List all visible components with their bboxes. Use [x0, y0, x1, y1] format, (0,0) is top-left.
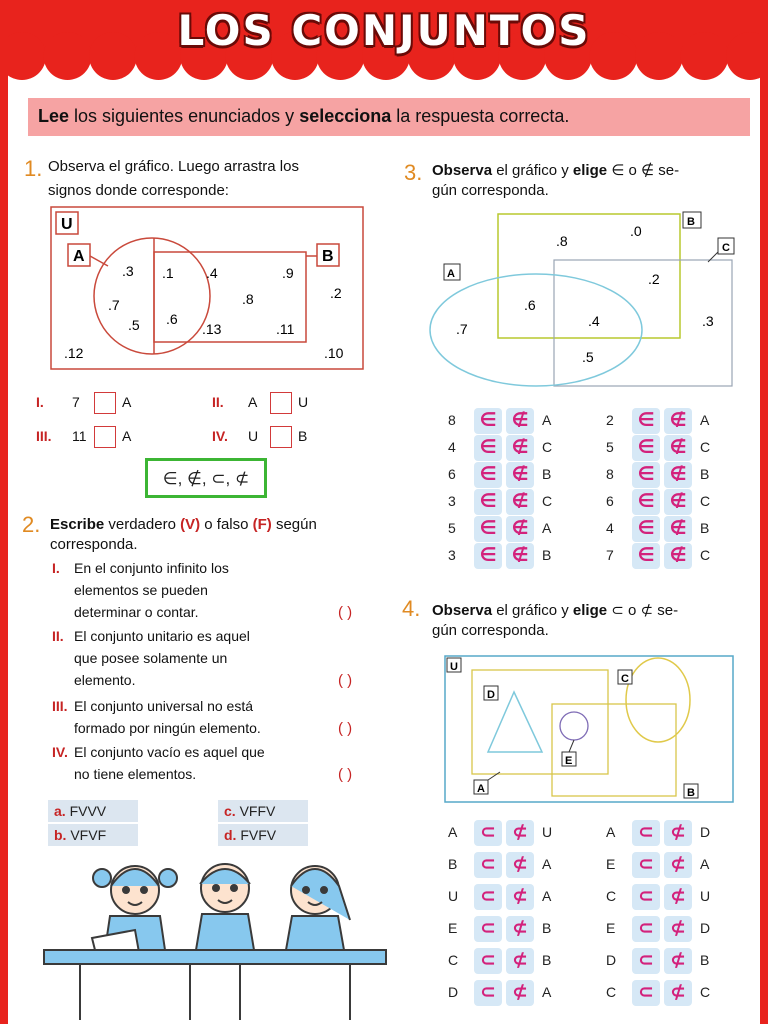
q3-venn-element: .6 — [524, 297, 536, 313]
frame-right — [760, 0, 768, 1024]
q1-number: 1. — [24, 156, 43, 181]
q4-row-set: A — [542, 984, 552, 1000]
q4-option-right[interactable]: ⊄ — [506, 916, 534, 942]
q1-venn-element: .4 — [206, 265, 218, 281]
q3-row-set: A — [700, 412, 710, 428]
q1-item-roman: I. — [36, 394, 44, 410]
q3-venn-element: .3 — [702, 313, 714, 329]
q3-option-left[interactable]: ∈ — [632, 543, 660, 569]
q4-option-left[interactable]: ⊂ — [632, 980, 660, 1006]
q4-row-set: C — [700, 984, 711, 1000]
q4-venn-e: E — [565, 755, 573, 767]
q3-venn-c: C — [722, 242, 730, 254]
q4-option-left[interactable]: ⊂ — [632, 916, 660, 942]
q1-venn-element: .8 — [242, 291, 254, 307]
symbol-options: ∈, ∉, ⊂, ⊄ — [162, 469, 250, 488]
q3-option-right[interactable]: ∉ — [506, 408, 534, 434]
q1-venn-element: .7 — [108, 297, 120, 313]
q3-option-left[interactable]: ∈ — [632, 435, 660, 461]
q3-option-left[interactable]: ∈ — [632, 516, 660, 542]
q3-row-set: A — [542, 412, 552, 428]
instruction-banner — [28, 98, 750, 136]
q2-answer-paren[interactable]: ( ) — [338, 766, 353, 783]
q1-venn-element: .5 — [128, 317, 140, 333]
q2-option[interactable]: d. FVFV — [218, 824, 308, 846]
q3-option-right[interactable]: ∉ — [664, 408, 692, 434]
q3-option-left[interactable]: ∈ — [474, 462, 502, 488]
q3-row-element: 5 — [448, 520, 456, 536]
q4-row-element: D — [606, 952, 617, 968]
q1-item-left: U — [248, 428, 259, 444]
q4-row-element: E — [606, 856, 616, 872]
q3-row — [448, 435, 588, 459]
q3-row-element: 2 — [606, 412, 614, 428]
q4-option-left[interactable]: ⊂ — [474, 820, 502, 846]
q4-option-left[interactable]: ⊂ — [632, 820, 660, 846]
q4-row — [606, 916, 746, 940]
q2-statement-roman: IV. — [52, 744, 68, 760]
q3-row-set: A — [542, 520, 552, 536]
q4-option-right[interactable]: ⊄ — [664, 852, 692, 878]
q3-option-right[interactable]: ∉ — [506, 543, 534, 569]
q2-statement-line: El conjunto unitario es aquel — [74, 628, 250, 644]
q2-statement-roman: I. — [52, 560, 60, 576]
q3-number: 3. — [404, 160, 423, 185]
q1-venn-element: .6 — [166, 311, 178, 327]
q4-venn-u: U — [450, 661, 458, 673]
q4-row — [606, 820, 746, 844]
q4-row-set: U — [700, 888, 711, 904]
q4-option-right[interactable]: ⊄ — [664, 884, 692, 910]
q3-row — [606, 489, 746, 513]
q3-option-left[interactable]: ∈ — [474, 489, 502, 515]
q4-row — [448, 948, 588, 972]
q3-row — [606, 408, 746, 432]
q2-statement-line: que posee solamente un — [74, 650, 228, 666]
q3-row-set: C — [700, 439, 711, 455]
q3-row — [606, 543, 746, 567]
q4-row-set: A — [542, 888, 552, 904]
q1-venn-element: .3 — [122, 263, 134, 279]
q3-option-left[interactable]: ∈ — [474, 516, 502, 542]
q4-row-set: D — [700, 920, 711, 936]
q4-option-left[interactable]: ⊂ — [474, 980, 502, 1006]
q4-row-set: B — [700, 952, 710, 968]
q4-row — [606, 948, 746, 972]
q3-option-left[interactable]: ∈ — [632, 408, 660, 434]
q4-row-set: B — [542, 920, 552, 936]
q4-option-right[interactable]: ⊄ — [506, 980, 534, 1006]
q3-option-right[interactable]: ∉ — [506, 435, 534, 461]
q3-row-set: B — [700, 520, 710, 536]
q3-option-left[interactable]: ∈ — [474, 543, 502, 569]
q1-item-right: A — [122, 428, 132, 444]
q3-row-set: B — [542, 466, 552, 482]
q1-venn-element: .2 — [330, 285, 342, 301]
q4-option-right[interactable]: ⊄ — [664, 820, 692, 846]
q4-row — [448, 852, 588, 876]
q3-row-element: 7 — [606, 547, 614, 563]
q3-venn-a: A — [447, 268, 455, 280]
q3-row-set: C — [700, 493, 711, 509]
children-reading-illustration — [40, 850, 390, 1024]
q4-row-element: C — [606, 888, 617, 904]
q2-statement-line: no tiene elementos. — [74, 766, 197, 782]
q1-line2: signos donde corresponde: — [48, 182, 229, 199]
q4-row — [448, 916, 588, 940]
q2-line2: corresponda. — [50, 536, 138, 553]
q1-venn-diagram — [50, 206, 366, 372]
q4-row-set: A — [542, 856, 552, 872]
q2-statement-line: determinar o contar. — [74, 604, 199, 620]
q4-row-element: E — [606, 920, 616, 936]
q1-venn-element: .12 — [64, 345, 84, 361]
q1-venn-b: B — [322, 248, 334, 265]
q2-statement-line: El conjunto universal no está — [74, 698, 253, 714]
q2-statement-line: elementos se pueden — [74, 582, 208, 598]
q2-line1: Escribe verdadero (V) o falso (F) según — [50, 516, 317, 533]
q3-venn-element: .4 — [588, 313, 600, 329]
q4-line2: gún corresponda. — [432, 622, 549, 639]
q4-row-element: E — [448, 920, 458, 936]
q3-row-element: 3 — [448, 493, 456, 509]
q4-row — [448, 884, 588, 908]
q4-row — [606, 980, 746, 1004]
q3-row-element: 4 — [606, 520, 614, 536]
q4-row — [448, 980, 588, 1004]
q3-row — [448, 408, 588, 432]
q2-statement-line: En el conjunto infinito los — [74, 560, 229, 576]
q3-option-right[interactable]: ∉ — [664, 543, 692, 569]
q4-row — [448, 820, 588, 844]
frame-left — [0, 0, 8, 1024]
q2-option[interactable]: b. VFVF — [48, 824, 138, 846]
q3-option-left[interactable]: ∈ — [474, 408, 502, 434]
q1-answer-box[interactable] — [270, 392, 292, 414]
q3-row-element: 6 — [448, 466, 456, 482]
q4-option-left[interactable]: ⊂ — [474, 884, 502, 910]
q4-venn-diagram — [444, 654, 736, 804]
q3-option-right[interactable]: ∉ — [506, 462, 534, 488]
q2-statement-line: formado por ningún elemento. — [74, 720, 261, 736]
page-title: LOS CONJUNTOS — [177, 6, 591, 55]
q4-row-set: D — [700, 824, 711, 840]
q4-line1: Observa el gráfico y elige ⊂ o ⊄ se- — [432, 602, 679, 619]
q1-item-roman: III. — [36, 428, 52, 444]
q1-item-right: A — [122, 394, 132, 410]
q3-option-right[interactable]: ∉ — [664, 435, 692, 461]
q3-line2: gún corresponda. — [432, 182, 549, 199]
q3-row — [448, 462, 588, 486]
q2-answer-paren[interactable]: ( ) — [338, 604, 353, 621]
q1-item-left: 11 — [72, 428, 87, 444]
q1-venn-a: A — [73, 248, 85, 265]
q1-venn-element: .11 — [276, 321, 295, 337]
q4-option-left[interactable]: ⊂ — [632, 948, 660, 974]
q3-venn-b: B — [687, 216, 695, 228]
q3-option-left[interactable]: ∈ — [474, 435, 502, 461]
instruction-text: Lee los siguientes enunciados y selecciona la respuesta correcta. — [38, 106, 570, 126]
q4-row-element: B — [448, 856, 458, 872]
q3-row-element: 6 — [606, 493, 614, 509]
q4-row-element: D — [448, 984, 459, 1000]
symbol-options-box[interactable] — [145, 458, 267, 498]
q3-option-right[interactable]: ∉ — [506, 489, 534, 515]
q4-row-element: A — [606, 824, 616, 840]
q3-row-element: 8 — [448, 412, 456, 428]
q3-option-right[interactable]: ∉ — [664, 516, 692, 542]
q4-option-right[interactable]: ⊄ — [506, 852, 534, 878]
q3-row-set: C — [542, 439, 553, 455]
q3-row-element: 4 — [448, 439, 456, 455]
q4-option-left[interactable]: ⊂ — [632, 852, 660, 878]
q1-venn-element: .10 — [324, 345, 344, 361]
q1-answer-box[interactable] — [270, 426, 292, 448]
q3-row-set: B — [542, 547, 552, 563]
q4-option-left[interactable]: ⊂ — [474, 948, 502, 974]
q2-statement-roman: III. — [52, 698, 68, 714]
q3-venn-diagram — [426, 208, 754, 388]
q3-row — [448, 489, 588, 513]
q2-number: 2. — [22, 512, 41, 537]
q4-row-set: A — [700, 856, 710, 872]
q3-row — [448, 516, 588, 540]
q1-item-roman: II. — [212, 394, 224, 410]
q3-row-set: C — [700, 547, 711, 563]
q3-row-set: C — [542, 493, 553, 509]
q4-option-right[interactable]: ⊄ — [506, 884, 534, 910]
q3-venn-element: .0 — [630, 223, 642, 239]
q1-answer-box[interactable] — [94, 392, 116, 414]
q4-venn-a: A — [477, 783, 485, 795]
q3-row — [606, 435, 746, 459]
q2-statement-line: El conjunto vacío es aquel que — [74, 744, 265, 760]
q1-item-left: A — [248, 394, 258, 410]
q4-row — [606, 884, 746, 908]
q4-row-set: U — [542, 824, 553, 840]
q2-answer-paren[interactable]: ( ) — [338, 720, 353, 737]
q4-venn-b: B — [687, 787, 695, 799]
q3-venn-element: .5 — [582, 349, 594, 365]
q3-venn-element: .8 — [556, 233, 568, 249]
q1-item-right: B — [298, 428, 308, 444]
q4-option-right[interactable]: ⊄ — [506, 820, 534, 846]
q4-option-right[interactable]: ⊄ — [664, 948, 692, 974]
q1-venn-element: .1 — [162, 265, 174, 281]
q3-row — [448, 543, 588, 567]
q4-row-element: C — [606, 984, 617, 1000]
q1-item-right: U — [298, 394, 309, 410]
q3-option-left[interactable]: ∈ — [632, 489, 660, 515]
q4-venn-c: C — [621, 673, 629, 685]
q3-option-right[interactable]: ∉ — [506, 516, 534, 542]
q4-option-right[interactable]: ⊄ — [664, 916, 692, 942]
q2-option[interactable]: a. FVVV — [48, 800, 138, 822]
q3-option-right[interactable]: ∉ — [664, 489, 692, 515]
q4-option-left[interactable]: ⊂ — [474, 852, 502, 878]
q3-row-element: 3 — [448, 547, 456, 563]
q4-number: 4. — [402, 596, 421, 621]
q2-statement-line: elemento. — [74, 672, 136, 688]
q2-statement-roman: II. — [52, 628, 64, 644]
q3-row-element: 5 — [606, 439, 614, 455]
q3-option-left[interactable]: ∈ — [632, 462, 660, 488]
q4-row — [606, 852, 746, 876]
q4-row-element: C — [448, 952, 459, 968]
q1-venn-element: .13 — [202, 321, 222, 337]
q4-option-left[interactable]: ⊂ — [474, 916, 502, 942]
q4-option-right[interactable]: ⊄ — [506, 948, 534, 974]
q1-venn-element: .9 — [282, 265, 294, 281]
q2-option[interactable]: c. VFFV — [218, 800, 308, 822]
q3-row-set: B — [700, 466, 710, 482]
q3-venn-element: .7 — [456, 321, 468, 337]
q3-option-right[interactable]: ∉ — [664, 462, 692, 488]
q4-option-left[interactable]: ⊂ — [632, 884, 660, 910]
q1-item-roman: IV. — [212, 428, 228, 444]
q3-row-element: 8 — [606, 466, 614, 482]
q1-venn-u: U — [61, 216, 73, 233]
q3-row — [606, 516, 746, 540]
header — [0, 0, 768, 80]
q4-option-right[interactable]: ⊄ — [664, 980, 692, 1006]
q1-line1: Observa el gráfico. Luego arrastra los — [48, 158, 299, 175]
q3-venn-element: .2 — [648, 271, 660, 287]
q2-answer-paren[interactable]: ( ) — [338, 672, 353, 689]
q4-row-element: A — [448, 824, 458, 840]
q1-answer-box[interactable] — [94, 426, 116, 448]
q3-line1: Observa el gráfico y elige ∈ o ∉ se- — [432, 162, 680, 179]
q1-item-left: 7 — [72, 394, 80, 410]
q3-row — [606, 462, 746, 486]
q4-row-element: U — [448, 888, 459, 904]
q4-row-set: B — [542, 952, 552, 968]
q4-venn-d: D — [487, 689, 495, 701]
